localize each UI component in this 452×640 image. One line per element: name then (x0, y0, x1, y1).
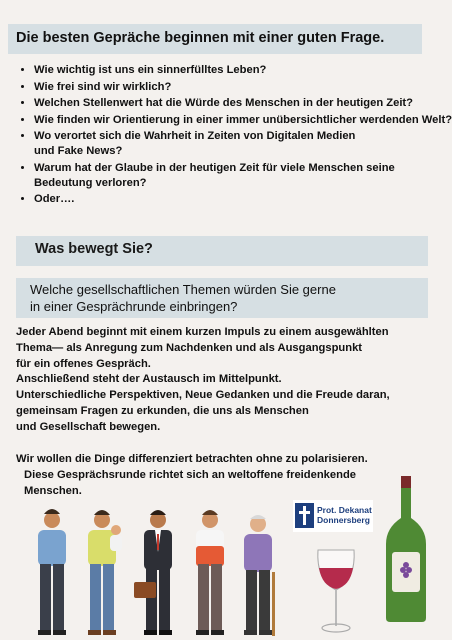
logo-line2: Donnersberg (317, 514, 370, 525)
list-item: • Wie frei sind wir wirklich? (34, 80, 452, 95)
section-prompt: Welche gesellschaftlichen Themen würden Sie gerne in einer Gesprächrunde einbringen? (30, 282, 336, 314)
list-item: • Wie finden wir Orientierung in einer immer unübersichtlicher werdenden Welt? (34, 113, 452, 128)
section-heading-banner (16, 236, 428, 266)
person-figure (244, 515, 275, 636)
logo-line1: Prot. Dekanat (317, 505, 372, 515)
person-figure (88, 510, 122, 635)
prompt-banner (16, 278, 428, 318)
question-list (16, 63, 452, 209)
person-figure (38, 509, 66, 635)
header-banner (8, 24, 422, 54)
person-figure (196, 510, 224, 635)
wine-glass-icon (312, 546, 360, 636)
list-item: • Warum hat der Glaube in der heutigen Zeit für viele Menschen seine Bedeutung verloren? (34, 161, 452, 191)
person-figure (134, 510, 172, 635)
list-item: • Oder…. (34, 192, 452, 207)
wine-bottle-icon (380, 474, 432, 624)
page-title: Die besten Gepräche beginnen mit einer guten Frage. (16, 30, 385, 46)
list-item: • Welchen Stellenwert hat die Würde des Menschen in der heutigen Zeit? (34, 96, 452, 111)
people-illustration (0, 500, 300, 640)
dekanat-logo (293, 500, 373, 532)
section-heading: Was bewegt Sie? (35, 241, 153, 257)
list-item: • Wo verortet sich die Wahrheit in Zeiten von Digitalen Medien und Fake News? (34, 129, 452, 159)
body-paragraph: Wir wollen die Dinge differenziert betrachten ohne zu polarisieren. (16, 453, 368, 465)
list-item: • Wie wichtig ist uns ein sinnerfülltes Leben? (34, 63, 452, 78)
body-paragraph: Jeder Abend beginnt mit einem kurzen Impuls zu einem ausgewählten Thema— als Anregung zum Nachdenken und als Ausgangspunkt für ein offenes Gespräch. Anschließend steht der Austausch im Mittelpunkt. Unterschiedliche Perspektiven, Neue Gedanken und die Freude daran, gemeinsam Fragen zu erkunden, die uns als Menschen und Gesellschaft bewegen. (16, 326, 390, 433)
cross-logo-icon (295, 503, 314, 528)
body-paragraph: Diese Gesprächsrunde richtet sich an weltoffene freidenkende Menschen. (24, 469, 356, 497)
